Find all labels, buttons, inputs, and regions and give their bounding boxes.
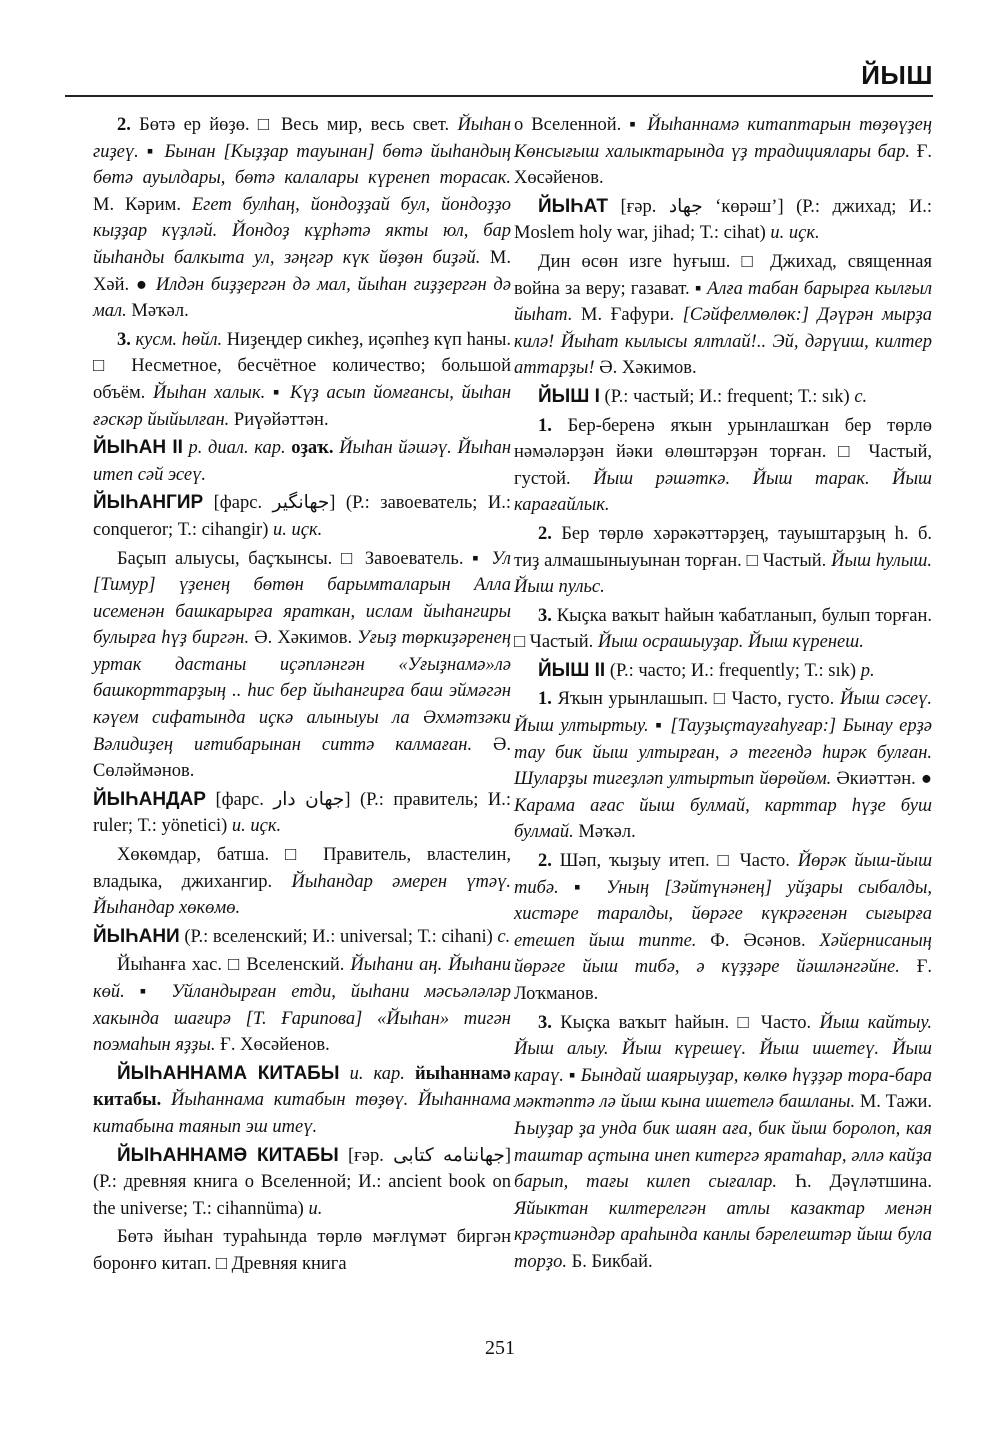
headword: ЙЫҺАНДАР [93, 788, 206, 810]
definition: Бер-беренә яҡын урынлашҡан бер төрлө нәмәләрҙән йәки өлөштәрҙән торған. □ Частый, густой. [514, 415, 932, 489]
definition: Шәп, ҡыҙыу итеп. □ Часто. [559, 851, 790, 872]
entry-yish-2 [514, 658, 932, 685]
entry-yish-2-sense-2 [514, 848, 932, 1008]
entry-yish-2-sense-1 [514, 686, 932, 846]
source: Мәҡәл. [578, 822, 636, 843]
sense-number: 2. [117, 115, 131, 135]
definition: Ниҙеңдер сикһеҙ, иҫәпһеҙ күп һаны. □ Несметное, бесчётное количество; большой объём. [93, 329, 511, 403]
sense-number: 2. [538, 851, 552, 872]
source: Риүәйәттән. [233, 409, 329, 430]
definition: Яҡын урынлашып. □ Часто, густо. [557, 689, 835, 710]
source: Ғ. Хөсәйенов. [220, 1035, 330, 1056]
etymology: [фарс. جهانگير] (Р.: завоеватель; И.: conqueror; Т.: cihangir) [93, 493, 511, 540]
entry-yihan-2 [93, 435, 511, 488]
source: М. Хәй. [93, 247, 511, 295]
headword: ЙЫҺАНГИР [93, 492, 204, 514]
entry-yihannama-kitaby [93, 1061, 511, 1141]
source: М. Кәрим. [93, 194, 181, 215]
etymology: (Р.: часто; И.: frequently; Т.: sık) [609, 660, 857, 681]
entry-yihandar-definition [93, 842, 511, 922]
source: Мәҡәл. [131, 301, 189, 322]
grammar-label: и. иҫк. [770, 223, 820, 244]
entry-yish-2-sense-3 [514, 1010, 932, 1276]
example: ▪ Ул [Тимур] үҙенең бөтөн барымталарын Алла исеменән башкарырға яраткан, ислам йыһангиры булырға һүҙ биргән. [93, 548, 511, 649]
etymology: (Р.: частый; И.: frequent; Т.: sık) [604, 386, 850, 407]
left-column [93, 112, 511, 1280]
definition: Дин өсөн изге һуғыш. □ Джихад, священная война за веру; газават. [514, 251, 932, 299]
sense-number: 1. [538, 689, 552, 710]
etymology: [ғәр. جهاننامه كتابى] (Р.: древняя книга о Вселенной; И.: ancient book on the universe; Т.: cihannüma) [93, 1145, 511, 1219]
definition: Баҫып алыусы, баҫҡынсы. □ Завоеватель. [117, 548, 464, 569]
example: Йыһаннама китабын төҙөү. Йыһаннама китабына таянып эш итеү. [93, 1090, 511, 1137]
sense-number: 3. [538, 1012, 552, 1033]
example: Яйыктан килтерелгән атлы казактар менән крәҫтиәндәр араһында канлы бәрелештәр йыш була торҙо. [514, 1198, 932, 1272]
grammar-label: кусм. һөйл. [135, 329, 223, 350]
grammar-label: и. кар. [349, 1063, 405, 1084]
headword: ЙЫШ I [538, 385, 600, 407]
definition: Хөкөмдар, батша. □ Правитель, властелин, владыка, джихангир. [93, 845, 511, 892]
definition: Бөтә йыһан тураһында төрлө мәғлүмәт биргән боронғо китап. □ Древняя книга [93, 1227, 511, 1274]
source: Ә. Сөләймәнов. [93, 734, 512, 782]
continued-definition [514, 112, 932, 192]
example: Йыш кайтыу. Йыш алыу. Йыш күрешеү. Йыш ишетеү. Йыш караү. ▪ Бындай шаярыуҙар, көлкө һүҙҙәр тора-бара мәктәптә лә йыш кына ишетелә башланы. [514, 1012, 933, 1113]
source: Ф. Әсәнов. [710, 930, 806, 951]
example: Йыһани аң. Йыһани көй. ▪ Уйландырған етди, йыһани мәсьәләләр хакында шағирә [Т. Ғарипова] «Йыһан» тигән поэмаһын яҙҙы. [93, 955, 512, 1056]
example: Йыһан йәшәү. Йыһан итеп сәй эсеү. [93, 438, 512, 485]
example: Йыһандар әмерен үтәү. Йыһандар хөкөмө. [93, 871, 511, 919]
example: Йыһан халык. ▪ Күҙ асып йомғансы, йыһан ғәскәр йыйылған. [93, 382, 512, 430]
sense-number: 2. [538, 523, 552, 544]
sense-number: 3. [117, 329, 131, 350]
etymology: [фарс. جهان دار] (Р.: правитель; И.: ruler; Т.: yönetici) [93, 789, 512, 837]
entry-yish-1-sense-2 [514, 521, 932, 601]
sense-2-paragraph [93, 112, 511, 325]
entry-yihannamae-kitaby [93, 1143, 511, 1223]
grammar-label: с. [854, 386, 868, 407]
grammar-label: и. [308, 1198, 323, 1219]
example: Хәйернисаның йөрәге йыш тибә, ә күҙҙәре йәшләнгәйне. [514, 930, 932, 978]
example: Һыуҙар ҙа унда бик шаян аға, бик йыш боролоп, кая таштар аҫтына инеп китергә яратаһар, әллә кайҙа барып, тағы килеп сығалар. [514, 1118, 932, 1193]
example: Йөрәк йыш-йыш тибә. ▪ Уның [Зәйтүнәнең] уйҙары сыбалды, хистәре таралды, йөрәге күкрәгенән сығырға етешеп йыш типте. [514, 851, 933, 951]
example: Уғыҙ төркиҙәренең уртак дастаны иҫәпләнгән «Уғыҙнамә»лә башкорттарҙың .. һис бер йыһангирға баш эймәгән кәүем сифатында иҫкә алыныуы ла Әхмәтзәки Вәлидиҙең иғтибарынан ситтә калмаған. [93, 628, 511, 755]
sense-number: 1. [538, 415, 552, 436]
page-number: 251 [485, 1337, 515, 1359]
entry-yihangir [93, 490, 511, 543]
source: Ә. Хәкимов. [599, 358, 697, 379]
headword: ЙЫШ II [538, 659, 606, 681]
example: Йыш һулыш. Йыш пульс. [514, 550, 932, 598]
entry-yihannamae-definition [93, 1224, 511, 1277]
example: Егет булһаң, йондоҙҙай бул, йондоҙҙо кыҙҙар күҙләй. Йондоҙ кұрһәтә якты юл, бар йыһанды балкыта ул, зәңгәр күк йөҙөн биҙәй. [93, 194, 511, 268]
proverb: ● Илдән биҙҙергән дә мал, йыһан гиҙҙергән дә мал. [93, 274, 511, 322]
example: Йыш сәсеү. Йыш ултыртыу. ▪ [Тауҙыҫтауғаһуғар:] Бынау ерҙә тау бик йыш ултырған, ә тегендә һирәк булған. Шуларҙы тигеҙләп ултыртып йөрөйөм. [514, 689, 933, 790]
definition: Бер төрлө хәрәкәттәрҙең, тауыштарҙың һ. б. тиҙ алмашыныуынан торған. □ Частый. [514, 523, 932, 571]
definition: Бөтә ер йөҙө. □ Весь мир, весь свет. [139, 115, 450, 135]
definition: Кыҫка ваҡыт һайын ҡабатланып, булып торған. □ Частый. [514, 605, 933, 653]
grammar-label: и. иҫк. [231, 816, 282, 837]
example: ▪ Йыһаннамә китаптарын төҙөүҙең Көнсығыш халыктарында үҙ традициялары бар. [514, 115, 933, 162]
example: Йыш осрашыуҙар. Йыш күренеш. [597, 632, 864, 653]
entry-yish-1-sense-3 [514, 603, 932, 656]
source: М. Ғафури. [581, 305, 675, 326]
entry-yihat-definition [514, 249, 932, 382]
source: Б. Бикбай. [571, 1251, 653, 1272]
entry-yihangir-definition [93, 546, 511, 785]
grammar-label: р. диал. кар. [188, 438, 286, 459]
running-header [65, 55, 933, 97]
cross-reference: оҙаҡ. [291, 438, 334, 459]
example: ▪ Алға табан барырға кылғыл йыһат. [514, 278, 933, 326]
source: Ә. Хәкимов. [254, 628, 353, 649]
entry-yihat [514, 194, 932, 247]
source: Ғ. Хөсәйенов. [514, 141, 933, 189]
cross-reference: йыһаннамә китабы. [93, 1063, 512, 1111]
headword: ЙЫҺАНИ [93, 925, 180, 947]
source: М. Тажи. [859, 1092, 932, 1113]
entry-yihani [93, 924, 511, 951]
grammar-label: и. иҫк. [273, 519, 323, 540]
source: Әкиәттән. [836, 769, 916, 790]
headword: ЙЫҺАННАМӘ КИТАБЫ [117, 1144, 339, 1166]
sense-number: 3. [538, 605, 552, 626]
etymology: (Р.: вселенский; И.: universal; Т.: cihani) [184, 926, 493, 947]
definition: Кыҫка ваҡыт һайын. □ Часто. [560, 1012, 812, 1033]
headword: ЙЫҺАННАМА КИТАБЫ [117, 1062, 340, 1084]
entry-yish-1-sense-1 [514, 413, 932, 519]
entry-yish-1 [514, 384, 932, 411]
example: Йыш рәшәткә. Йыш тарак. Йыш карағайлык. [514, 468, 932, 516]
grammar-label: с. [497, 926, 511, 947]
sense-3-paragraph [93, 327, 511, 433]
entry-yihandar [93, 787, 511, 840]
headword: ЙЫҺАН II [93, 437, 183, 459]
definition: о Вселенной. [514, 115, 622, 135]
headword: ЙЫҺАТ [538, 195, 608, 217]
source: Ғ. Лоҡманов. [514, 957, 933, 1004]
example: [Сәйфелмөлөк:] Дәүрән мырҙа килә! Йыһат кылысы ялтлай!.. Эй, дәрүиш, килтер аттарҙы! [514, 305, 933, 379]
right-column [514, 112, 932, 1278]
grammar-label: р. [860, 660, 875, 681]
definition: Йыһанға хас. □ Вселенский. [117, 955, 345, 976]
etymology: [ғәр. جهاد ‘көрәш’] (Р.: джихад; И.: Moslem holy war, jihad; Т.: cihat) [514, 196, 932, 244]
source: Һ. Дәүләтшина. [794, 1172, 933, 1193]
proverb: ● Карама ағас йыш булмай, карттар һүҙе буш булмай. [514, 769, 933, 843]
entry-yihani-definition [93, 952, 511, 1058]
example: Йыһан гиҙеү. ▪ Бынан [Кыҙҙар тауынан] бөтә йыһандың бөтә ауылдары, бөтә калалары күренеп торасак. [93, 115, 512, 189]
running-head-word: ЙЫШ [861, 60, 933, 90]
